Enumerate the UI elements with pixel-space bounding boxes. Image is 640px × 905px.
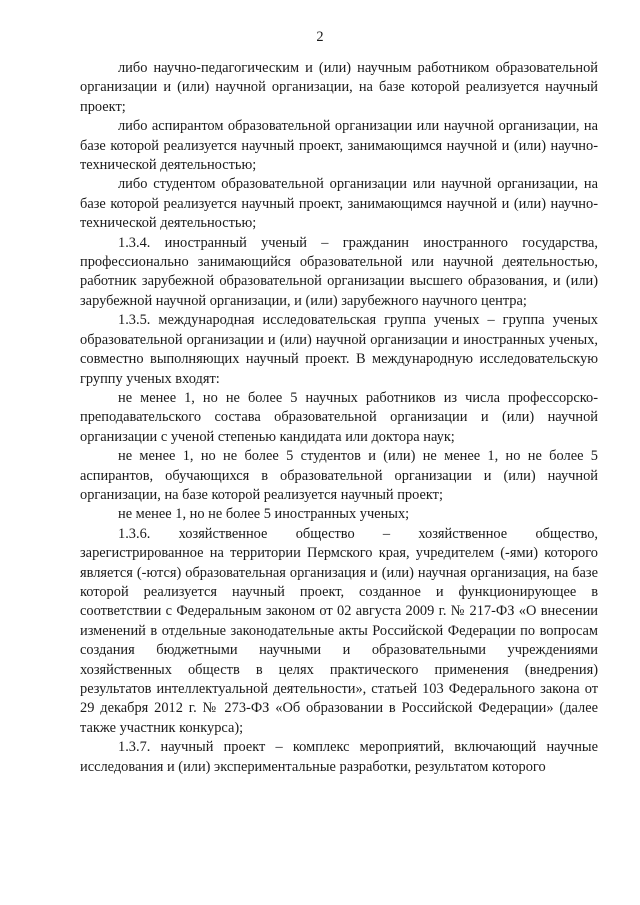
page-number: 2	[316, 29, 324, 45]
paragraph-1-3-7: 1.3.7. научный проект – комплекс мероприятий, включающий научные исследования и (или) экспериментальные разработки, результатом которого	[80, 739, 598, 775]
paragraph-postgraduate: либо аспирантом образовательной организации или научной организации, на базе которой реализуется научный проект, занимающимся научной и (или) научно-технической деятельностью;	[80, 118, 598, 174]
paragraph-1-3-6: 1.3.6. хозяйственное общество – хозяйственное общество, зарегистрированное на территории Пермского края, учредителем (-ями) которого является (-ются) образовательная организация и (или) научная организация, на базе которой реализуется научный проект, созданное и функционирующее в соответствии с Федеральным законом от 02 августа 2009 г. № 217-ФЗ «О внесении изменений в отдельные законодательные акты Российской Федерации по вопросам создания бюджетными научными и образовательными учреждениями хозяйственных обществ в целях практического применения (внедрения) результатов интеллектуальной деятельности», статьей 103 Федерального закона от 29 декабря 2012 г. № 273-ФЗ «Об образовании в Российской Федерации» (далее также участник конкурса);	[80, 525, 598, 736]
paragraph-group-teachers: не менее 1, но не более 5 научных работников из числа профессорско-преподавательского состава образовательной организации и (или) научной организации с ученой степенью кандидата или доктора наук;	[80, 389, 598, 445]
paragraph-1-3-5: 1.3.5. международная исследовательская группа ученых – группа ученых образовательной организации и (или) научной организации и иностранных ученых, совместно выполняющих научный проект. В международную исследовательскую группу ученых входят:	[80, 312, 598, 387]
paragraph-researcher: либо научно-педагогическим и (или) научным работником образовательной организации и (или) научной организации, на базе которой реализуется научный проект;	[80, 60, 598, 115]
paragraph-student: либо студентом образовательной организации или научной организации, на базе которой реализуется научный проект, занимающимся научной и (или) научно-технической деятельностью;	[80, 176, 598, 232]
paragraph-group-foreign: не менее 1, но не более 5 иностранных ученых;	[118, 506, 410, 523]
document-body	[80, 59, 598, 777]
paragraph-1-3-4: 1.3.4. иностранный ученый – гражданин иностранного государства, профессионально занимающийся образовательной или научной деятельностью, работник зарубежной образовательной организации высшего образования, и (или) зарубежной научной организации, и (или) зарубежного научного центра;	[80, 234, 598, 309]
paragraph-group-students: не менее 1, но не более 5 студентов и (или) не менее 1, но не более 5 аспирантов, обучающихся в образовательной организации и (или) научной организации, на базе которой реализуется научный проект;	[80, 448, 598, 503]
